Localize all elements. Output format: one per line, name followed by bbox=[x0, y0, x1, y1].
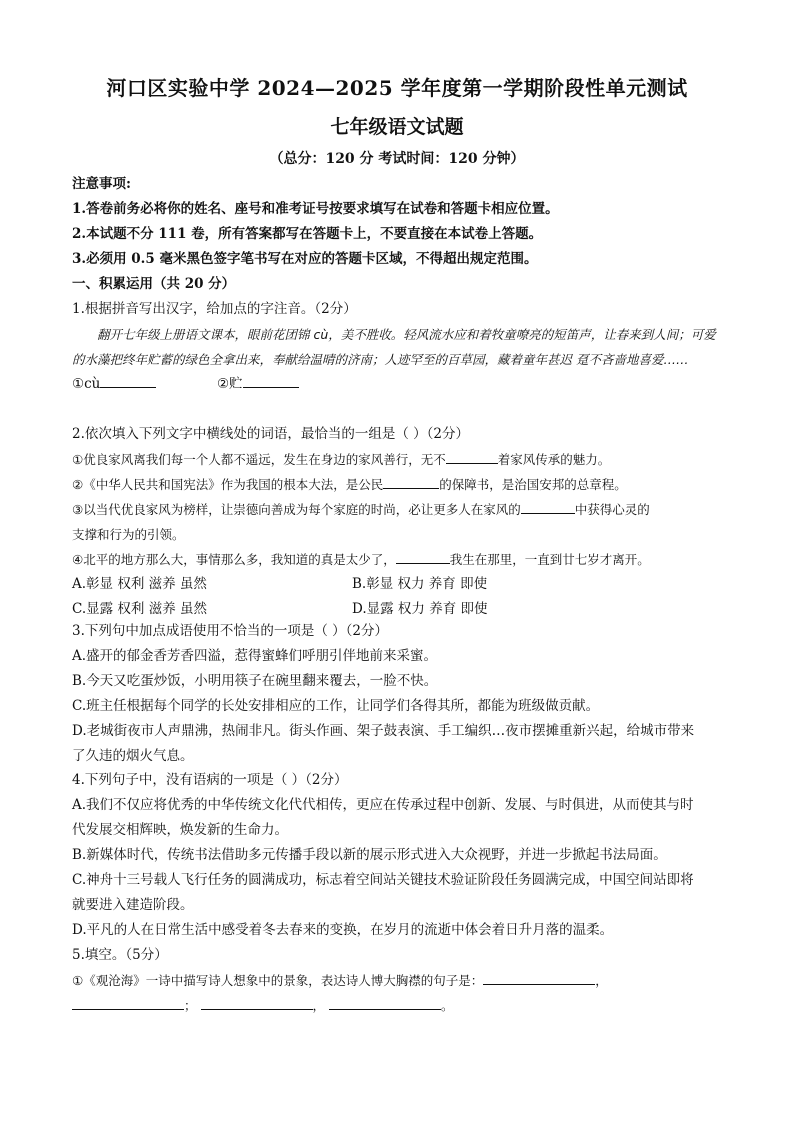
exam-meta: （总分：120 分 考试时间：120 分钟） bbox=[269, 151, 525, 167]
q4-option-d[interactable]: D.平凡的人在日常生活中感受着冬去春来的变换，在岁月的流逝中体会着日升月落的温柔。 bbox=[72, 922, 614, 938]
q2-s2-text: ②《中华人民共和国宪法》作为我国的根本大法，是公民 bbox=[72, 477, 384, 492]
q2-blank-2[interactable] bbox=[383, 474, 439, 489]
q5-blank-1[interactable] bbox=[483, 970, 595, 985]
q2-blank-1[interactable] bbox=[446, 449, 498, 464]
q2-blank-4[interactable] bbox=[396, 549, 450, 564]
note-item-3: 3.必须用 0.5 毫米黑色签字笔书写在对应的答题卡区域，不得超出规定范围。 bbox=[72, 251, 538, 267]
q4-option-b[interactable]: B.新媒体时代，传统书法借助多元传播手段以新的展示形式进入大众视野，并进一步掀起书法局面。 bbox=[72, 847, 667, 863]
q3-option-b[interactable]: B.今天又吃蛋炒饭，小明用筷子在碗里翻来覆去，一脸不快。 bbox=[72, 673, 438, 689]
q1-blank-1[interactable] bbox=[100, 373, 156, 388]
q2-s4-tail: 我生在那里，一直到廿七岁才离开。 bbox=[449, 552, 650, 567]
notes-heading: 注意事项: bbox=[72, 176, 131, 192]
question-4 bbox=[72, 768, 722, 943]
q1-blank-2[interactable] bbox=[243, 373, 299, 388]
question-1 bbox=[72, 297, 722, 397]
q4-option-c-cont: 就要进入建造阶段。 bbox=[72, 897, 194, 913]
q4-option-a-cont: 代发展交相辉映，焕发新的生命力。 bbox=[72, 822, 288, 838]
q2-option-b[interactable]: B.彰显 权力 养育 即使 bbox=[352, 576, 488, 592]
exam-subtitle: 七年级语文试题 bbox=[330, 116, 464, 138]
q1-answer-1-label: ①cù bbox=[72, 376, 101, 392]
exam-title: 河口区实验中学 2024—2025 学年度第一学期阶段性单元测试 bbox=[106, 76, 688, 100]
q2-sentence-1 bbox=[72, 447, 722, 472]
q2-sentence-4 bbox=[72, 547, 722, 572]
q4-option-c[interactable]: C.神舟十三号载人飞行任务的圆满成功，标志着空间站关键技术验证阶段任务圆满完成，中国空间站即将 bbox=[72, 872, 694, 888]
q5-comma-2: ， bbox=[312, 998, 326, 1013]
q2-blank-3[interactable] bbox=[521, 499, 575, 514]
q3-option-d-cont: 了久违的烟火气息。 bbox=[72, 748, 194, 764]
q5-comma-1: ， bbox=[595, 973, 608, 988]
note-item-1: 1.答卷前务必将你的姓名、座号和准考证号按要求填写在试卷和答题卡相应位置。 bbox=[72, 201, 559, 217]
q2-s1-tail: 着家风传承的魅力。 bbox=[497, 452, 611, 467]
q5-blank-2[interactable] bbox=[72, 995, 184, 1010]
q2-s3-tail: 中获得心灵的 bbox=[574, 502, 650, 517]
q5-semicolon: ； bbox=[184, 998, 197, 1013]
q5-s1-text: ①《观沧海》一诗中描写诗人想象中的景象，表达诗人博大胸襟的句子是： bbox=[72, 973, 484, 988]
q2-s3-text: ③以当代优良家风为榜样，让崇德向善成为每个家庭的时尚，必让更多人在家风的 bbox=[72, 502, 521, 517]
q5-item-1 bbox=[72, 968, 722, 993]
q4-stem: 4.下列句子中，没有语病的一项是（ ）（2分） bbox=[72, 772, 348, 788]
q2-s1-text: ①优良家风离我们每一个人都不遥远，发生在身边的家风善行，无不 bbox=[72, 452, 446, 467]
q2-sentence-3-cont: 支撑和行为的引领。 bbox=[72, 527, 185, 542]
q1-passage: 翻开七年级上册语文课本，眼前花团锦 cù，美不胜收。轻风流水应和着牧童嘹亮的短笛声，让春来到人间；可爱的水藻把终年贮蓄的绿色全拿出来，奉献给温晴的济南；人迹罕至的百草园，藏着童年甚迟 趸不吝啬地喜爱…… bbox=[72, 327, 716, 367]
q5-stem: 5.填空。（5分） bbox=[72, 947, 168, 963]
q3-option-a[interactable]: A.盛开的郁金香芳香四溢，惹得蜜蜂们呼朋引伴地前来采蜜。 bbox=[72, 648, 438, 664]
q1-answers bbox=[72, 372, 722, 397]
q2-option-d[interactable]: D.显露 权力 养育 即使 bbox=[352, 601, 488, 617]
q2-options-row-1 bbox=[72, 572, 722, 597]
q2-sentence-3 bbox=[72, 497, 722, 522]
q3-option-c[interactable]: C.班主任根据每个同学的长处安排相应的工作，让同学们各得其所，都能为班级做贡献。 bbox=[72, 698, 600, 714]
q2-s4-text: ④北平的地方那么大，事情那么多，我知道的真是太少了， bbox=[72, 552, 396, 567]
q5-item-1-cont bbox=[72, 993, 722, 1018]
q3-option-d[interactable]: D.老城街夜市人声鼎沸，热闹非凡。街头作画、架子鼓表演、手工编织…夜市摆摊重新兴起，给城市带来 bbox=[72, 723, 695, 739]
q5-blank-4[interactable] bbox=[329, 995, 441, 1010]
q2-sentence-2 bbox=[72, 472, 722, 497]
q2-option-c[interactable]: C.显露 权利 滋养 虽然 bbox=[72, 601, 208, 617]
q5-blank-3[interactable] bbox=[201, 995, 313, 1010]
q5-period: 。 bbox=[441, 998, 454, 1013]
q3-stem: 3.下列句中加点成语使用不恰当的一项是（ ）（2分） bbox=[72, 623, 389, 639]
question-2 bbox=[72, 422, 722, 622]
question-5 bbox=[72, 943, 722, 1018]
q4-option-a[interactable]: A.我们不仅应将优秀的中华传统文化代代相传，更应在传承过程中创新、发展、与时俱进，从而使其与时 bbox=[72, 797, 694, 813]
note-item-2: 2.本试题不分 111 卷，所有答案都写在答题卡上，不要直接在本试卷上答题。 bbox=[72, 226, 543, 242]
notes-section bbox=[72, 172, 722, 297]
q1-stem: 1.根据拼音写出汉字，给加点的字注音。（2分） bbox=[72, 301, 357, 317]
q2-option-a[interactable]: A.彰显 权利 滋养 虽然 bbox=[72, 576, 207, 592]
section-heading: 一、积累运用（共 20 分） bbox=[72, 276, 236, 292]
q2-stem: 2.依次填入下列文字中横线处的词语，最恰当的一组是（ ）（2分） bbox=[72, 426, 470, 442]
question-3 bbox=[72, 619, 722, 769]
q1-answer-2-label: ②贮 bbox=[216, 376, 243, 392]
q2-s2-tail: 的保障书，是治国安邦的总章程。 bbox=[439, 477, 627, 492]
